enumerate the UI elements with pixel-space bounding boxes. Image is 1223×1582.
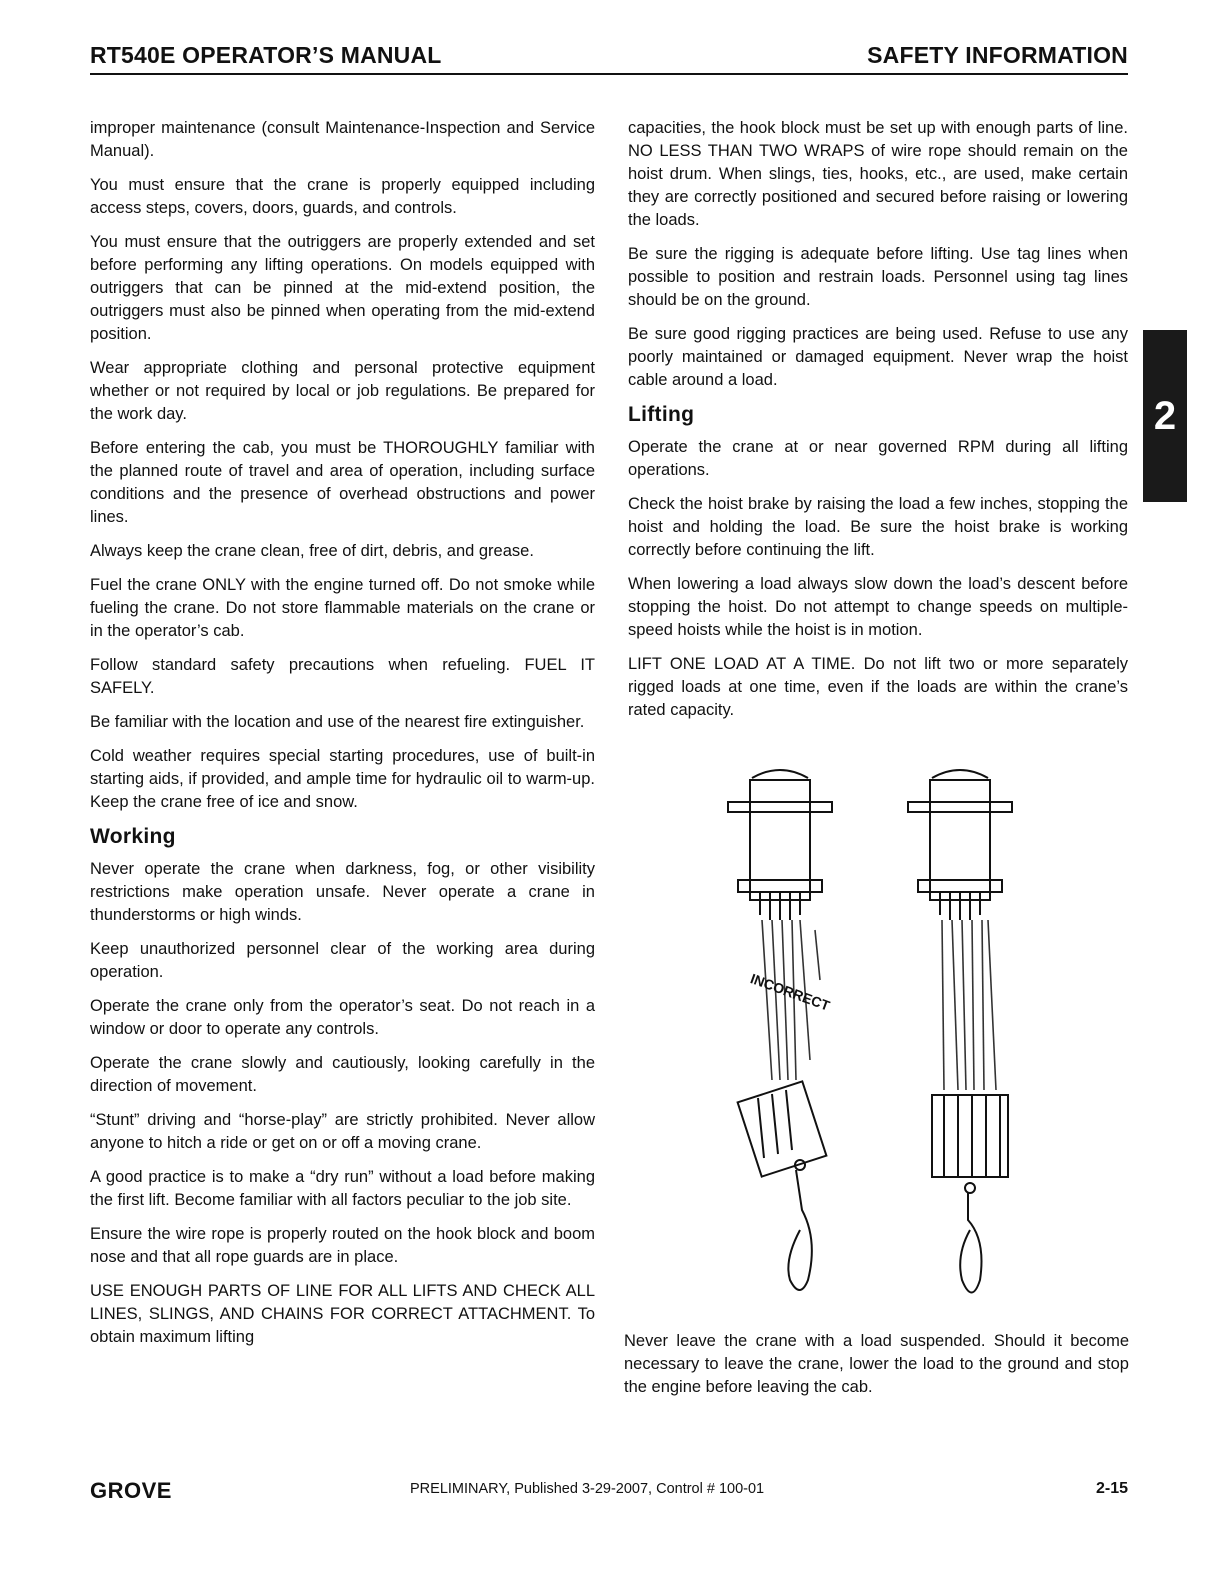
right-column <box>628 117 1128 733</box>
paragraph: A good practice is to make a “dry run” without a load before making the first lift. Become familiar with all factors peculiar to the job site. <box>90 1168 595 1209</box>
page-footer <box>90 1478 1128 1508</box>
paragraph: Fuel the crane ONLY with the engine turned off. Do not smoke while fueling the crane. Do not store flammable materials on the crane or in the operator’s cab. <box>90 576 595 640</box>
wire-ropes-right <box>942 920 996 1090</box>
paragraph: Be familiar with the location and use of the nearest fire extinguisher. <box>90 713 585 731</box>
paragraph: When lowering a load always slow down the load’s descent before stopping the hoist. Do not attempt to change speeds on multiple-speed hoists while the hoist is in motion. <box>628 575 1128 639</box>
paragraph: Operate the crane at or near governed RPM during all lifting operations. <box>628 438 1128 479</box>
paragraph: Cold weather requires special starting procedures, use of built-in starting aids, if provided, and ample time for hydraulic oil to warm-up. Keep the crane free of ice and snow. <box>90 747 595 811</box>
paragraph: Wear appropriate clothing and personal protective equipment whether or not required by local or job regulations. Be prepared for the work day. <box>90 359 595 423</box>
header-divider <box>90 73 1128 75</box>
grove-logo: GROVE <box>90 1478 172 1503</box>
page-header <box>90 42 1128 76</box>
chapter-number: 2 <box>1153 394 1177 438</box>
left-column <box>90 117 595 1360</box>
paragraph: Be sure the rigging is adequate before lifting. Use tag lines when possible to position and restrain loads. Personnel using tag lines should be on the ground. <box>628 245 1128 309</box>
paragraph: Operate the crane slowly and cautiously, looking carefully in the direction of movement. <box>90 1054 595 1095</box>
hook-block-illustration <box>700 760 1040 1320</box>
paragraph: Check the hoist brake by raising the load a few inches, stopping the hoist and holding the load. Be sure the hoist brake is working correctly before continuing the lift. <box>628 495 1128 559</box>
lifting-heading: Lifting <box>628 403 695 426</box>
paragraph: USE ENOUGH PARTS OF LINE FOR ALL LIFTS AND CHECK ALL LINES, SLINGS, AND CHAINS FOR CORRECT ATTACHMENT. To obtain maximum lifting <box>90 1282 595 1346</box>
paragraph: Before entering the cab, you must be THOROUGHLY familiar with the planned route of travel and area of operation, including surface conditions and the presence of overhead obstructions and power lines. <box>90 439 595 526</box>
chapter-tab <box>1143 330 1187 502</box>
paragraph: You must ensure that the outriggers are properly extended and set before performing any lifting operations. On models equipped with outriggers that can be pinned at the mid-extend position, the outriggers must also be pinned when operating from the mid-extend position. <box>90 233 595 343</box>
hook-block-figure <box>700 760 1040 1320</box>
paragraph: improper maintenance (consult Maintenance-Inspection and Service Manual). <box>90 119 595 160</box>
paragraph: Never leave the crane with a load suspended. Should it become necessary to leave the crane, lower the load to the ground and stop the engine before leaving the cab. <box>624 1332 1129 1396</box>
paragraph: “Stunt” driving and “horse-play” are strictly prohibited. Never allow anyone to hitch a ride or get on or off a moving crane. <box>90 1111 595 1152</box>
publication-info: PRELIMINARY, Published 3-29-2007, Control # 100-01 <box>410 1481 765 1497</box>
paragraph: Keep unauthorized personnel clear of the working area during operation. <box>90 940 595 981</box>
paragraph: Be sure good rigging practices are being used. Refuse to use any poorly maintained or damaged equipment. Never wrap the hoist cable around a load. <box>628 325 1128 389</box>
paragraph: Always keep the crane clean, free of dirt, debris, and grease. <box>90 542 534 560</box>
boom-nose-right <box>908 770 1012 920</box>
paragraph: Operate the crane only from the operator’s seat. Do not reach in a window or door to operate any controls. <box>90 997 595 1038</box>
paragraph: capacities, the hook block must be set up with enough parts of line. NO LESS THAN TWO WRAPS of wire rope should remain on the hoist drum. When slings, ties, hooks, etc., are used, make certain they are correctly positioned and secured before raising or lowering the loads. <box>628 119 1128 229</box>
paragraph: Never operate the crane when darkness, fog, or other visibility restrictions make operation unsafe. Never operate a crane in thunderstorms or high winds. <box>90 860 595 924</box>
hook-block-left <box>738 1081 827 1290</box>
paragraph: You must ensure that the crane is properly equipped including access steps, covers, doors, guards, and controls. <box>90 176 595 217</box>
paragraph: LIFT ONE LOAD AT A TIME. Do not lift two or more separately rigged loads at one time, even if the loads are within the crane’s rated capacity. <box>628 655 1128 719</box>
section-title: SAFETY INFORMATION <box>867 42 1128 68</box>
paragraph: Follow standard safety precautions when refueling. FUEL IT SAFELY. <box>90 656 595 697</box>
page-number: 2-15 <box>1095 1480 1128 1497</box>
hook-block-right <box>932 1095 1008 1293</box>
incorrect-label: INCORRECT <box>748 970 832 1014</box>
working-heading: Working <box>90 825 176 848</box>
manual-title: RT540E OPERATOR’S MANUAL <box>90 42 442 68</box>
paragraph: Ensure the wire rope is properly routed on the hook block and boom nose and that all rope guards are in place. <box>90 1225 595 1266</box>
boom-nose-left <box>728 770 832 920</box>
